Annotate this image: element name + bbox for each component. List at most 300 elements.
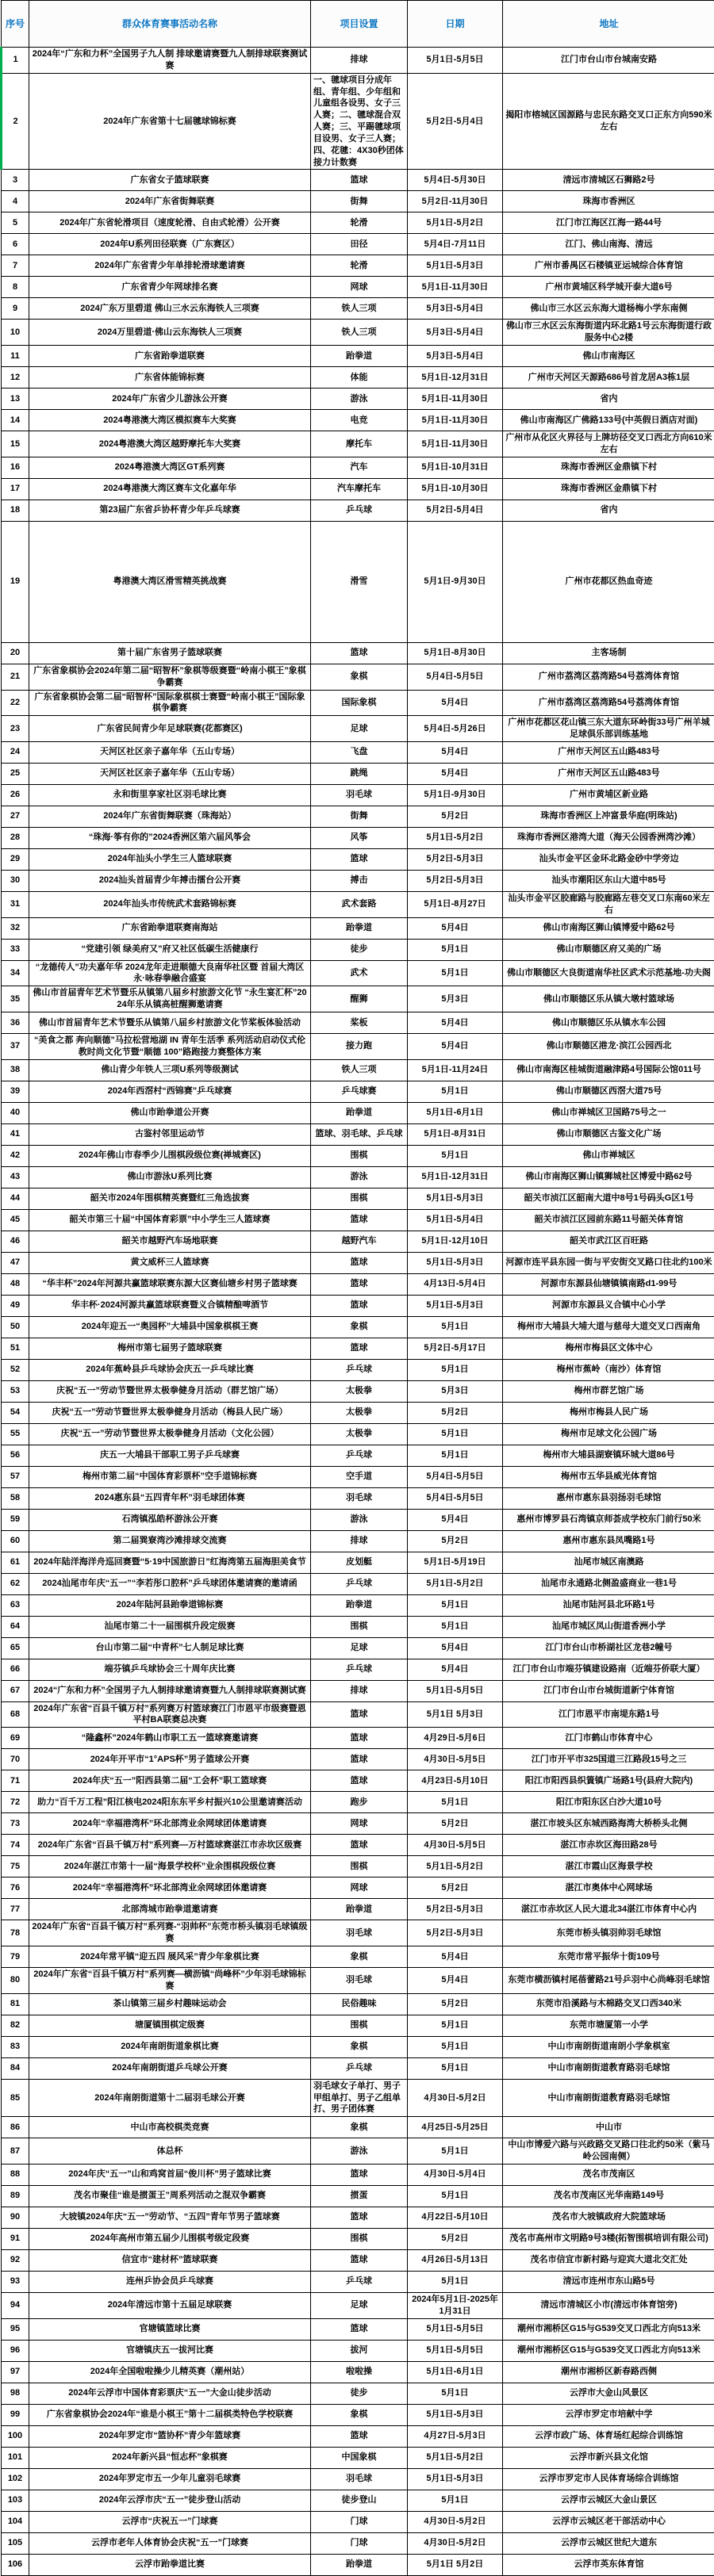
table-row [2, 1252, 714, 1273]
table-row [2, 1359, 714, 1380]
cell-name: 2024年广东省“百县千镇万村”系列赛—横沥镇“尚峰杯”少年羽毛球锦标赛 [29, 1968, 311, 1994]
cell-project: 羽毛球 [311, 2468, 408, 2490]
cell-name: 广东省象棋协会第二届“昭智杯”国际象棋棋士赛暨“岭南小棋王”国际象棋争霸赛 [29, 690, 311, 716]
cell-date: 5月1日-6月1日 [408, 2361, 503, 2383]
cell-no: 78 [2, 1920, 29, 1946]
cell-date: 5月2日-5月3日 [408, 870, 503, 891]
table-row [2, 1509, 714, 1530]
cell-address: 珠海市香洲区港湾大道（海天公园香洲湾沙滩） [503, 827, 714, 848]
cell-date: 4月26日-5月13日 [408, 2249, 503, 2271]
cell-no: 82 [2, 2015, 29, 2036]
cell-project: 篮球 [311, 2318, 408, 2340]
cell-name: “美食之都 奔向顺德”马拉松营地湖 IN 青年生活季 系列活动启动仪式伦教时尚文化节暨“顺德 100”路跑接力赛整体方案 [29, 1033, 311, 1059]
cell-date: 5月1日 [408, 2271, 503, 2292]
cell-no: 75 [2, 1856, 29, 1877]
cell-no: 71 [2, 1770, 29, 1792]
cell-address: 佛山市顺德区西滘大道75号 [503, 1081, 714, 1102]
cell-project: 网球 [311, 277, 408, 298]
cell-date: 5月2日-5月3日 [408, 1899, 503, 1920]
cell-address: 清远市清城区小市(清远市体育馆旁) [503, 2292, 714, 2318]
table-row [2, 2554, 714, 2575]
cell-address: 梅州市蕉岭（南沙）体育馆 [503, 1359, 714, 1380]
cell-address: 东莞市桥头镇羽帅羽毛球馆 [503, 1920, 714, 1946]
cell-project: 门球 [311, 2511, 408, 2532]
cell-project: 徒步 [311, 2383, 408, 2404]
cell-name: 台山市第二届“中青杯”七人制足球比赛 [29, 1637, 311, 1659]
cell-name: 2024年广东省街舞联赛 [29, 191, 311, 212]
cell-no: 84 [2, 2057, 29, 2079]
table-row [2, 1552, 714, 1573]
cell-no: 48 [2, 1273, 29, 1295]
cell-date: 5月1日-5月2日 [408, 1573, 503, 1594]
header-cell-date: 日期 [408, 1, 503, 48]
table-row [2, 763, 714, 784]
cell-date: 5月2日-5月4日 [408, 73, 503, 170]
table-row [2, 664, 714, 690]
cell-name: 2024年清远市第十五届足球联赛 [29, 2292, 311, 2318]
cell-address: 茂名市茂南区 [503, 2164, 714, 2185]
table-row [2, 500, 714, 521]
cell-no: 85 [2, 2079, 29, 2117]
table-row [2, 367, 714, 389]
cell-project: 武术 [311, 960, 408, 986]
cell-no: 43 [2, 1166, 29, 1188]
cell-address: 江门市恩平市南堤东路1号 [503, 1701, 714, 1728]
cell-date: 5月1日-5月3日 [408, 255, 503, 277]
cell-project: 铁人三项 [311, 298, 408, 320]
cell-project: 篮球 [311, 848, 408, 870]
cell-date: 5月1日 [408, 1594, 503, 1616]
cell-name: 信宜市“建材杯”篮球联赛 [29, 2249, 311, 2271]
table-row [2, 1338, 714, 1359]
cell-no: 83 [2, 2036, 29, 2057]
cell-no: 21 [2, 664, 29, 690]
cell-no: 99 [2, 2404, 29, 2425]
cell-address: 江门市台山市桥湖社区龙巷2幢号 [503, 1637, 714, 1659]
cell-date: 5月1日-5月3日 [408, 1188, 503, 1209]
cell-no: 79 [2, 1946, 29, 1968]
table-row [2, 1295, 714, 1316]
cell-project: 摩托车 [311, 431, 408, 457]
cell-address: 清远市清城区石狮路2号 [503, 170, 714, 191]
cell-date: 4月23日-5月10日 [408, 1770, 503, 1792]
cell-name: 广东省象棋协会2024年“谁是小棋王”第十二届棋类特色学校联赛 [29, 2404, 311, 2425]
cell-date: 4月30日-5月2日 [408, 2511, 503, 2532]
cell-project: 象棋 [311, 2404, 408, 2425]
cell-date: 5月1日-12月31日 [408, 1166, 503, 1188]
cell-date: 5月1日-5月3日 [408, 2404, 503, 2425]
table-row [2, 1770, 714, 1792]
cell-project: 围棋 [311, 2015, 408, 2036]
cell-project: 跳绳 [311, 763, 408, 784]
table-row [2, 410, 714, 431]
table-row [2, 191, 714, 212]
cell-name: “华丰杯”2024年河源共赢篮球联赛东源大区赛仙塘乡村男子篮球赛 [29, 1273, 311, 1295]
cell-project: 羽毛球 [311, 1487, 408, 1509]
cell-no: 86 [2, 2117, 29, 2138]
cell-project: 桨板 [311, 1012, 408, 1033]
cell-address: 云浮市罗定市培献中学 [503, 2404, 714, 2425]
cell-address: 广州市花都区花山镇三东大道东环岭街33号广州羊城足球俱乐部训练基地 [503, 716, 714, 742]
cell-no: 91 [2, 2228, 29, 2249]
cell-name: 永和街里享家社区羽毛球比赛 [29, 784, 311, 806]
cell-project: 跆拳道 [311, 1102, 408, 1123]
cell-address: 广州市天河区五山路483号 [503, 741, 714, 763]
cell-no: 32 [2, 917, 29, 939]
table-row [2, 277, 714, 298]
cell-address: 中山市 [503, 2117, 714, 2138]
cell-address: 广州市黄埔区新业路 [503, 784, 714, 806]
table-row [2, 431, 714, 457]
cell-address: 汕尾市城区南澳路 [503, 1552, 714, 1573]
cell-project: 乒乓球 [311, 1359, 408, 1380]
cell-date: 5月1日-11月24日 [408, 1059, 503, 1081]
cell-date: 5月1日-5月2日 [408, 827, 503, 848]
cell-project: 太极拳 [311, 1402, 408, 1423]
cell-name: 2024年蕉岭县乒乓球协会庆五一乒乓球比赛 [29, 1359, 311, 1380]
cell-project: 排球 [311, 48, 408, 74]
cell-no: 89 [2, 2185, 29, 2207]
cell-date: 5月1日 [408, 1081, 503, 1102]
table-row [2, 1466, 714, 1487]
cell-name: 汕尾市第二十一届围棋升段定级赛 [29, 1616, 311, 1637]
cell-name: 2024年罗定市“篮协杯”青少年篮球赛 [29, 2425, 311, 2447]
cell-project: 接力跑 [311, 1033, 408, 1059]
cell-name: 佛山市首届青年艺术节暨乐从镇第八届乡村旅游文化节桨板体验活动 [29, 1012, 311, 1033]
cell-no: 3 [2, 170, 29, 191]
cell-no: 97 [2, 2361, 29, 2383]
cell-date: 5月3日 [408, 1380, 503, 1402]
cell-project: 围棋 [311, 1188, 408, 1209]
cell-name: 2024年开平市“1°APS杯”男子篮球公开赛 [29, 1749, 311, 1770]
cell-no: 9 [2, 298, 29, 320]
cell-no: 87 [2, 2138, 29, 2165]
cell-address: 珠海市香洲区金鼎镇下村 [503, 457, 714, 478]
cell-no: 42 [2, 1145, 29, 1166]
cell-date: 5月1日-5月19日 [408, 1552, 503, 1573]
cell-project: 门球 [311, 2532, 408, 2554]
cell-address: 江门市鹤山市体育中心 [503, 1728, 714, 1749]
table-row [2, 2425, 714, 2447]
table-row [2, 2511, 714, 2532]
table-row [2, 1701, 714, 1728]
cell-project: 篮球 [311, 1209, 408, 1231]
table-row [2, 741, 714, 763]
cell-name: 粤港澳大湾区滑雪精英挑战赛 [29, 521, 311, 642]
cell-date: 5月4日 [408, 1946, 503, 1968]
cell-date: 5月1日-9月30日 [408, 521, 503, 642]
cell-address: 河源市东源县仙塘镇镇南路d1-99号 [503, 1273, 714, 1295]
cell-no: 57 [2, 1466, 29, 1487]
cell-name: 天河区社区亲子嘉年华（五山专场） [29, 763, 311, 784]
cell-date: 5月1日-5月2日 [408, 212, 503, 234]
cell-no: 77 [2, 1899, 29, 1920]
cell-date: 5月1日-5月5日 [408, 2340, 503, 2361]
cell-no: 23 [2, 716, 29, 742]
cell-address: 茂名市信宜市新村路与迎宾大道北交汇处 [503, 2249, 714, 2271]
cell-name: 2024粤港澳大湾区模拟赛车大奖赛 [29, 410, 311, 431]
cell-project: 象棋 [311, 1946, 408, 1968]
table-row [2, 457, 714, 478]
cell-project: 汽车摩托车 [311, 478, 408, 500]
cell-address: 湛江市坡头区东城西路海湾大桥桥头北侧 [503, 1813, 714, 1835]
cell-name: 2024年汕头市传统武术套路锦标赛 [29, 891, 311, 917]
cell-date: 5月2日-5月3日 [408, 848, 503, 870]
cell-name: 2024年陆洋海洋舟巡回赛暨“5·19中国旅游日”红海湾第五届海胆美食节 [29, 1552, 311, 1573]
cell-project: 体能 [311, 367, 408, 389]
table-row [2, 986, 714, 1012]
cell-name: 广东省象棋协会2024年第二届“昭智杯”象棋等级赛暨“岭南小棋王”象棋争霸赛 [29, 664, 311, 690]
cell-address: 佛山市三水区云东海街道内环北路1号云东海街道行政服务中心2楼 [503, 320, 714, 346]
cell-no: 61 [2, 1552, 29, 1573]
cell-date: 5月1日 5月3日 [408, 1701, 503, 1728]
cell-date: 5月1日-9月30日 [408, 784, 503, 806]
cell-project: 象棋 [311, 2036, 408, 2057]
cell-address: 梅州市大埔县大埔大道与慈母大道交叉口西南角 [503, 1316, 714, 1338]
cell-no: 44 [2, 1188, 29, 1209]
cell-address: 佛山市南海区 [503, 346, 714, 367]
cell-address: 东莞市横沥镇村尾蓓蕾路21号乒羽中心尚峰羽毛球馆 [503, 1968, 714, 1994]
table-row [2, 1680, 714, 1701]
table-row [2, 2468, 714, 2490]
cell-no: 62 [2, 1573, 29, 1594]
cell-no: 92 [2, 2249, 29, 2271]
cell-no: 95 [2, 2318, 29, 2340]
cell-project: 越野汽车 [311, 1231, 408, 1252]
cell-name: 2024年新兴县“恒志杯”象棋赛 [29, 2447, 311, 2468]
table-row [2, 1594, 714, 1616]
cell-project: 乒乓球 [311, 2271, 408, 2292]
table-row [2, 1273, 714, 1295]
cell-date: 5月1日-11月30日 [408, 431, 503, 457]
table-row [2, 2228, 714, 2249]
cell-no: 11 [2, 346, 29, 367]
table-row [2, 478, 714, 500]
cell-address: 中山市博爱六路与兴政路交叉路口往北约50米（紫马岭公园南侧） [503, 2138, 714, 2165]
cell-date: 5月2日 [408, 806, 503, 827]
cell-date: 5月4日-5月30日 [408, 170, 503, 191]
cell-address: 佛山市南海区桂城街道融津路4号国际公馆011号 [503, 1059, 714, 1081]
cell-project: 羽毛球女子单打、男子甲组单打、男子乙组单打、男子团体赛 [311, 2079, 408, 2117]
cell-project: 篮球 [311, 1749, 408, 1770]
cell-address: 潮州市湘桥区G15与G539交叉口西北方向513米 [503, 2318, 714, 2340]
cell-no: 56 [2, 1445, 29, 1466]
cell-name: 北部湾城市跆拳道邀请赛 [29, 1899, 311, 1920]
cell-date: 5月1日-8月30日 [408, 642, 503, 664]
cell-address: 汕尾市陆河县北环路1号 [503, 1594, 714, 1616]
table-row [2, 389, 714, 410]
cell-date: 5月1日-5月3日 [408, 1295, 503, 1316]
cell-no: 20 [2, 642, 29, 664]
cell-project: 篮球 [311, 1770, 408, 1792]
cell-no: 67 [2, 1680, 29, 1701]
cell-name: 官塘镇篮球比赛 [29, 2318, 311, 2340]
cell-project: 羽毛球 [311, 784, 408, 806]
cell-name: 广东省跆拳道联赛南海站 [29, 917, 311, 939]
cell-no: 16 [2, 457, 29, 478]
cell-address: 省内 [503, 500, 714, 521]
table-row [2, 2383, 714, 2404]
cell-name: 端芬镇乒乓球协会三十周年庆比赛 [29, 1659, 311, 1680]
cell-date: 5月1日 [408, 2490, 503, 2511]
cell-name: 2024年庆“五一”阳西县第二届“工会杯”职工篮球赛 [29, 1770, 311, 1792]
cell-name: 佛山市游泳U系列比赛 [29, 1166, 311, 1188]
cell-address: 湛江市霞山区海景学校 [503, 1856, 714, 1877]
cell-name: 佛山市首届青年艺术节暨乐从镇第八届乡村旅游文化节 “永生宴汇杯”2024年乐从镇高桩醒狮邀请赛 [29, 986, 311, 1012]
cell-no: 13 [2, 389, 29, 410]
cell-no: 29 [2, 848, 29, 870]
cell-date: 5月1日-5月5日 [408, 48, 503, 74]
cell-project: 跆拳道 [311, 917, 408, 939]
cell-address: 东莞市常平振华十街109号 [503, 1946, 714, 1968]
cell-address: 佛山市顺德区古鉴文化广场 [503, 1123, 714, 1145]
cell-no: 26 [2, 784, 29, 806]
table-row [2, 1968, 714, 1994]
cell-address: 潮州市湘桥区新春路西侧 [503, 2361, 714, 2383]
cell-project: 铁人三项 [311, 1059, 408, 1081]
cell-name: 2024粤港澳大湾区赛车文化嘉年华 [29, 478, 311, 500]
cell-project: 篮球 [311, 1338, 408, 1359]
cell-address: 清远市连州市东山路5号 [503, 2271, 714, 2292]
table-row [2, 1166, 714, 1188]
table-row [2, 234, 714, 255]
table-body [2, 48, 714, 2576]
cell-date: 5月4日 [408, 1012, 503, 1033]
table-row [2, 1920, 714, 1946]
table-row [2, 1145, 714, 1166]
cell-no: 50 [2, 1316, 29, 1338]
table-row [2, 1209, 714, 1231]
cell-address: 梅州市梅县人民广场 [503, 1402, 714, 1423]
cell-no: 74 [2, 1835, 29, 1856]
table-row [2, 891, 714, 917]
cell-project: 围棋 [311, 2228, 408, 2249]
cell-address: 梅州市梅县区文体中心 [503, 1338, 714, 1359]
cell-no: 2 [2, 73, 29, 170]
cell-name: 2024年广东省第十七届毽球锦标赛 [29, 73, 311, 170]
cell-project: 国际象棋 [311, 690, 408, 716]
cell-project: 铁人三项 [311, 320, 408, 346]
cell-no: 17 [2, 478, 29, 500]
cell-date: 5月4日 [408, 690, 503, 716]
table-row [2, 2036, 714, 2057]
cell-no: 51 [2, 1338, 29, 1359]
cell-name: 中山市高校棋类竞赛 [29, 2117, 311, 2138]
cell-name: 云浮市老年人体育协会庆祝“五一”门球赛 [29, 2532, 311, 2554]
cell-no: 35 [2, 986, 29, 1012]
table-row [2, 2185, 714, 2207]
table-row [2, 1616, 714, 1637]
cell-date: 5月1日-10月31日 [408, 457, 503, 478]
table-row [2, 1123, 714, 1145]
cell-name: 2024年南朗街道第十二届羽毛球公开赛 [29, 2079, 311, 2117]
table-row [2, 690, 714, 716]
cell-name: 韶关市第三十届“中国体育彩票”中小学生三人篮球赛 [29, 1209, 311, 1231]
cell-date: 5月1日 [408, 2383, 503, 2404]
cell-project: 跆拳道 [311, 1899, 408, 1920]
cell-no: 60 [2, 1530, 29, 1552]
cell-date: 5月2日 [408, 1530, 503, 1552]
cell-address: 佛山市顺德区乐从镇大墩村篮球场 [503, 986, 714, 1012]
cell-no: 106 [2, 2554, 29, 2575]
cell-name: 梅州市第二届“中国体育彩票杯”空手道锦标赛 [29, 1466, 311, 1487]
cell-no: 105 [2, 2532, 29, 2554]
cell-date: 5月1日-8月27日 [408, 891, 503, 917]
header-row [2, 1, 714, 48]
cell-no: 96 [2, 2340, 29, 2361]
cell-project: 篮球、羽毛球、乒乓球 [311, 1123, 408, 1145]
cell-name: 云浮市跆拳道比赛 [29, 2554, 311, 2575]
cell-no: 25 [2, 763, 29, 784]
cell-project: 篮球 [311, 1835, 408, 1856]
table-row [2, 642, 714, 664]
cell-date: 5月4日 [408, 1033, 503, 1059]
cell-project: 羽毛球 [311, 1920, 408, 1946]
table-row [2, 1637, 714, 1659]
table-row [2, 1445, 714, 1466]
cell-date: 4月30日-5月4日 [408, 2164, 503, 2185]
cell-date: 5月1日-5月2日 [408, 2447, 503, 2468]
cell-no: 5 [2, 212, 29, 234]
cell-name: 2024年南朗街道乒乓球公开赛 [29, 2057, 311, 2079]
cell-no: 72 [2, 1792, 29, 1813]
cell-project: 排球 [311, 1680, 408, 1701]
table-row [2, 1835, 714, 1856]
cell-date: 5月4日-5月5日 [408, 664, 503, 690]
cell-no: 33 [2, 939, 29, 960]
cell-name: 2024年迎五一“奥园杯”大埔县中国象棋棋王赛 [29, 1316, 311, 1338]
cell-address: 韶关市武江区百旺路 [503, 1231, 714, 1252]
cell-project: 中国象棋 [311, 2447, 408, 2468]
cell-project: 网球 [311, 1877, 408, 1899]
cell-date: 5月1日 [408, 1145, 503, 1166]
table-row [2, 2271, 714, 2292]
table-row [2, 870, 714, 891]
cell-no: 68 [2, 1701, 29, 1728]
cell-name: 2024年罗定市五一少年儿童羽毛球赛 [29, 2468, 311, 2490]
cell-project: 街舞 [311, 191, 408, 212]
cell-date: 5月1日 [408, 1445, 503, 1466]
cell-address: 湛江市赤坎区人民大道北34湛江市体育中心内 [503, 1899, 714, 1920]
cell-project: 乒乓球 [311, 2057, 408, 2079]
cell-address: 河源市东源县义合镇中心小学 [503, 1295, 714, 1316]
cell-name: “龙德传人”功夫嘉年华 2024龙年走进顺德大良南华社区暨 首届大湾区永·咏春拳融合盛宴 [29, 960, 311, 986]
cell-date: 5月2日 [408, 1402, 503, 1423]
table-row [2, 2292, 714, 2318]
cell-no: 6 [2, 234, 29, 255]
cell-name: “党建引领 绿美府又”府又社区低碳生活健康行 [29, 939, 311, 960]
cell-name: 2024汕头首届青少年搏击擂台公开赛 [29, 870, 311, 891]
cell-name: 2024惠东县“五四青年杯”羽毛球团体赛 [29, 1487, 311, 1509]
cell-no: 8 [2, 277, 29, 298]
cell-name: 助力“百千万工程”阳江核电2024阳东东平乡村振兴10公里邀请赛活动 [29, 1792, 311, 1813]
table-row [2, 1231, 714, 1252]
cell-date: 4月30日-5月5日 [408, 1749, 503, 1770]
cell-no: 37 [2, 1033, 29, 1059]
table-row [2, 1993, 714, 2015]
cell-no: 15 [2, 431, 29, 457]
cell-address: 阳江市阳东区白沙大道10号 [503, 1792, 714, 1813]
table-row [2, 170, 714, 191]
cell-name: “隆鑫杯”2024年鹤山市职工五一篮球赛邀请赛 [29, 1728, 311, 1749]
header-cell-name: 群众体育赛事活动名称 [29, 1, 311, 48]
cell-project: 跆拳道 [311, 1594, 408, 1616]
cell-date: 5月1日 [408, 1792, 503, 1813]
cell-project: 围棋 [311, 1145, 408, 1166]
cell-no: 80 [2, 1968, 29, 1994]
cell-name: 2024年广东省“百县千镇万村”系列赛-“羽帅杯”东莞市桥头镇羽毛球镇级赛 [29, 1920, 311, 1946]
cell-address: 佛山市顺德区乐从镇水车公园 [503, 1012, 714, 1033]
